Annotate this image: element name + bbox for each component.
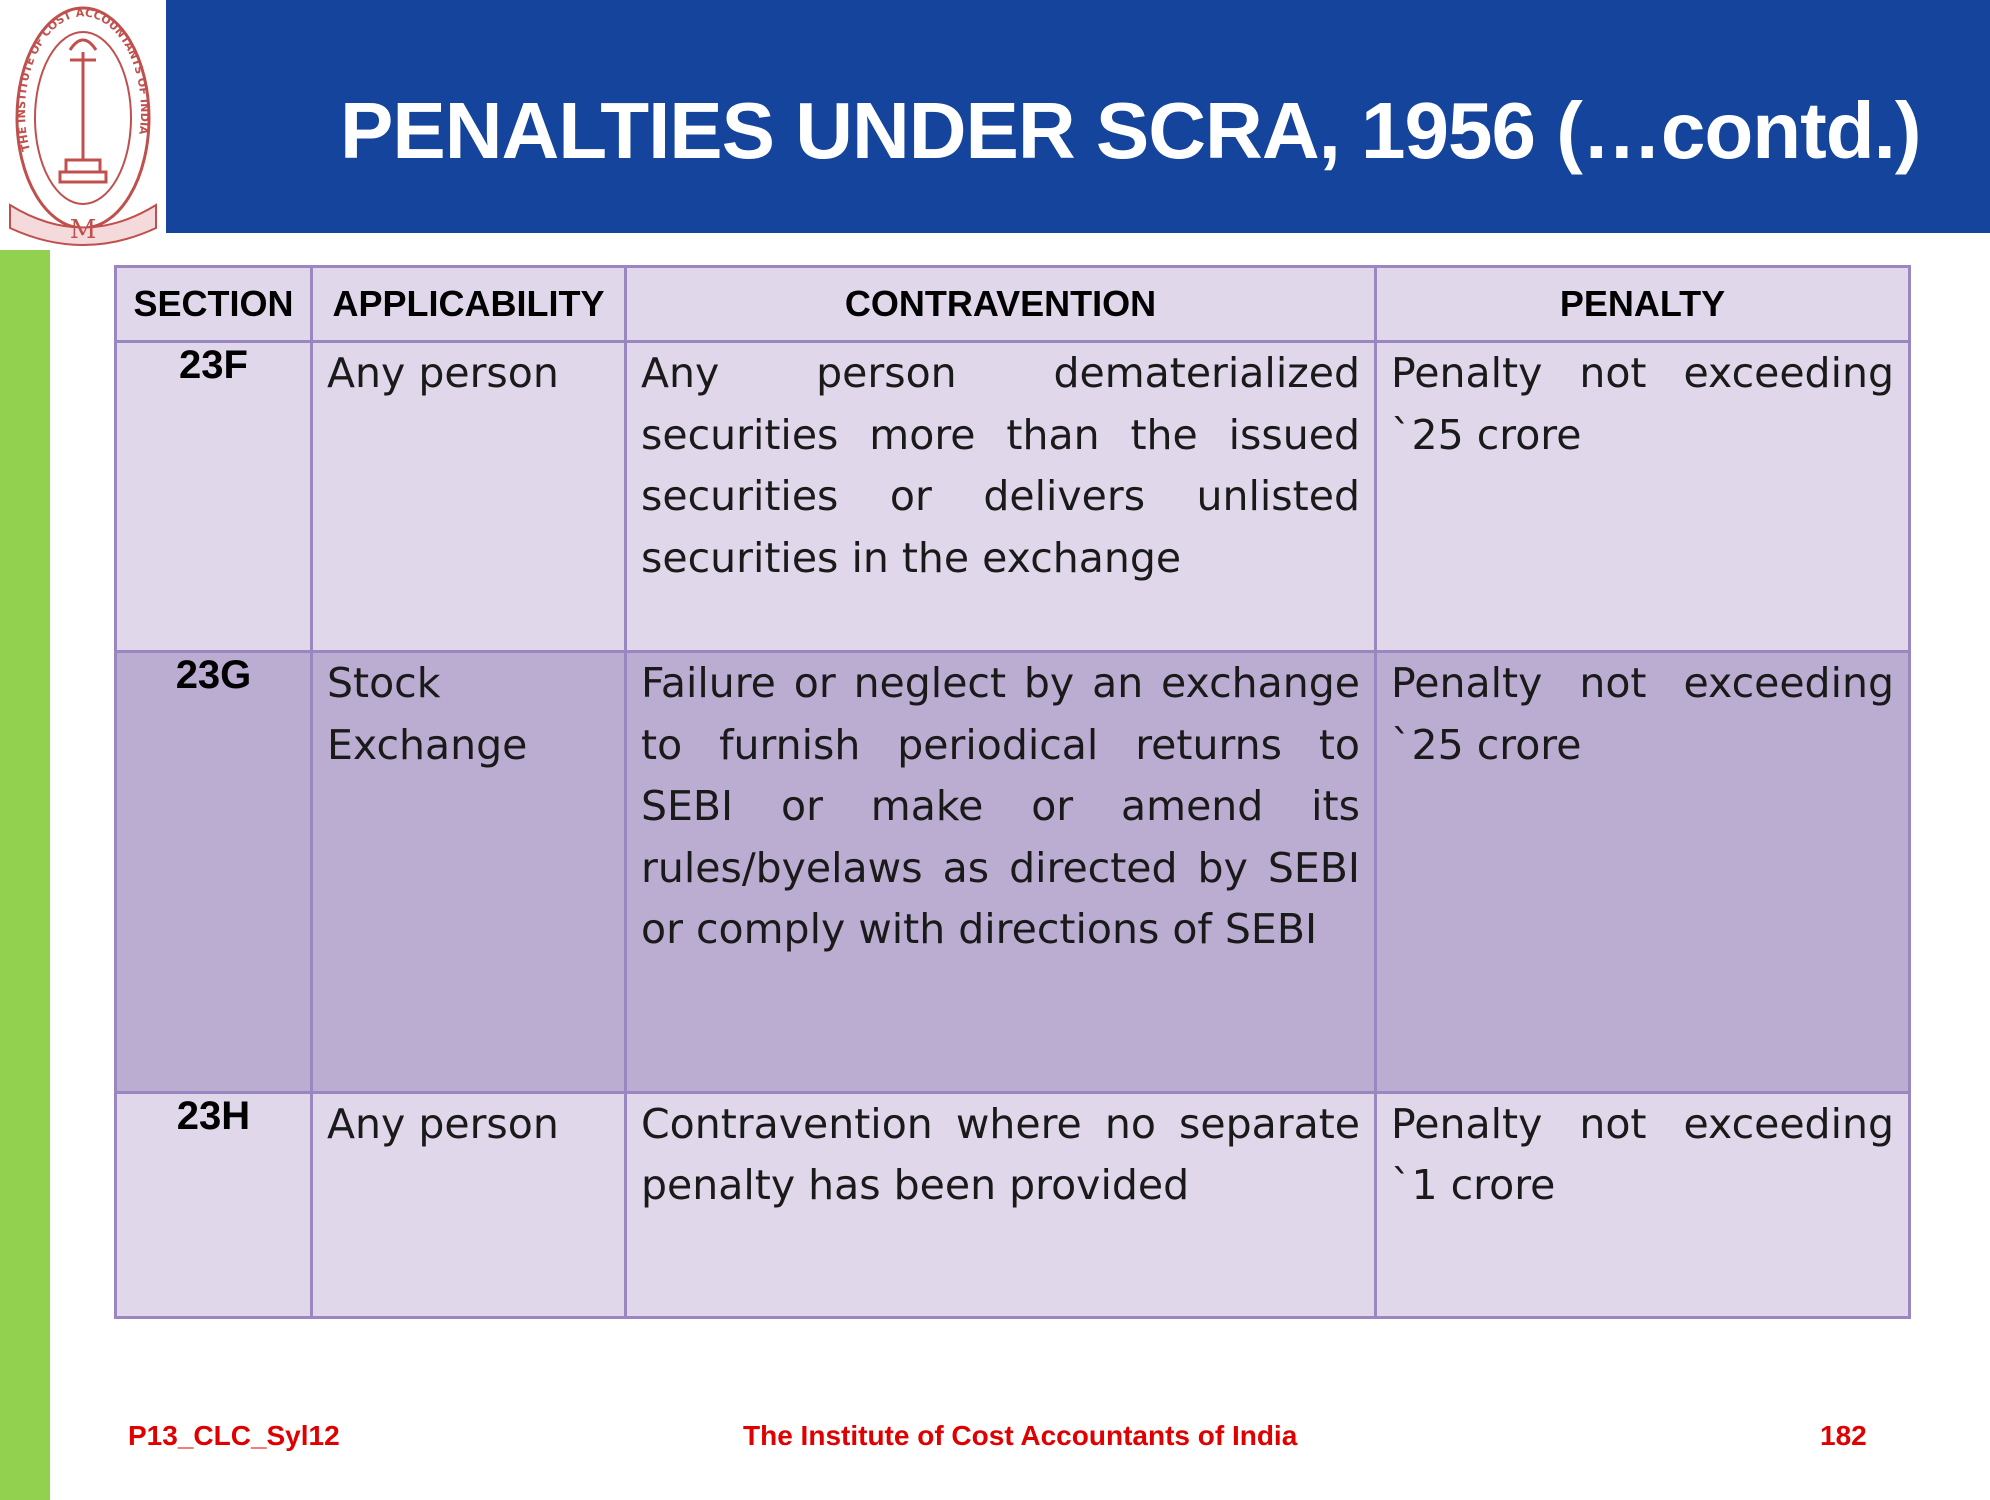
svg-text:M: M xyxy=(69,215,97,245)
table-header-row xyxy=(116,267,1910,342)
table-row xyxy=(116,652,1910,1092)
penalty-cell: Penalty not exceeding `25 crore xyxy=(1376,342,1910,652)
table-row xyxy=(116,1092,1910,1317)
footer-page-number: 182 xyxy=(1820,1420,1867,1451)
footer-course-code: P13_CLC_Syl12 xyxy=(128,1420,340,1451)
column-header-applicability: APPLICABILITY xyxy=(312,267,626,342)
slide-title: PENALTIES UNDER SCRA, 1956 (…contd.) xyxy=(340,86,1921,175)
institute-logo xyxy=(0,0,166,250)
table-row xyxy=(116,342,1910,652)
applicability-cell: Any person xyxy=(312,1092,626,1317)
applicability-cell: Any person xyxy=(312,342,626,652)
column-header-contravention: CONTRAVENTION xyxy=(626,267,1376,342)
contravention-cell: Failure or neglect by an exchange to furnish periodical returns to SEBI or make or amend its rules/byelaws as directed by SEBI or comply with directions of SEBI xyxy=(626,652,1376,1092)
contravention-cell: Contravention where no separate penalty has been provided xyxy=(626,1092,1376,1317)
penalty-cell: Penalty not exceeding `1 crore xyxy=(1376,1092,1910,1317)
section-cell: 23H xyxy=(116,1092,312,1317)
logo-text: THE INSTITUTE OF COST ACCOUNTANTS OF INDIA xyxy=(14,6,152,153)
section-cell: 23F xyxy=(116,342,312,652)
side-stripe xyxy=(0,250,50,1500)
column-header-section: SECTION xyxy=(116,267,312,342)
column-header-penalty: PENALTY xyxy=(1376,267,1910,342)
contravention-cell: Any person dematerialized securities more than the issued securities or delivers unlisted securities in the exchange xyxy=(626,342,1376,652)
penalty-table xyxy=(114,265,1911,1319)
applicability-cell: Stock Exchange xyxy=(312,652,626,1092)
section-cell: 23G xyxy=(116,652,312,1092)
penalty-cell: Penalty not exceeding `25 crore xyxy=(1376,652,1910,1092)
footer-institute-name: The Institute of Cost Accountants of India xyxy=(743,1420,1298,1451)
